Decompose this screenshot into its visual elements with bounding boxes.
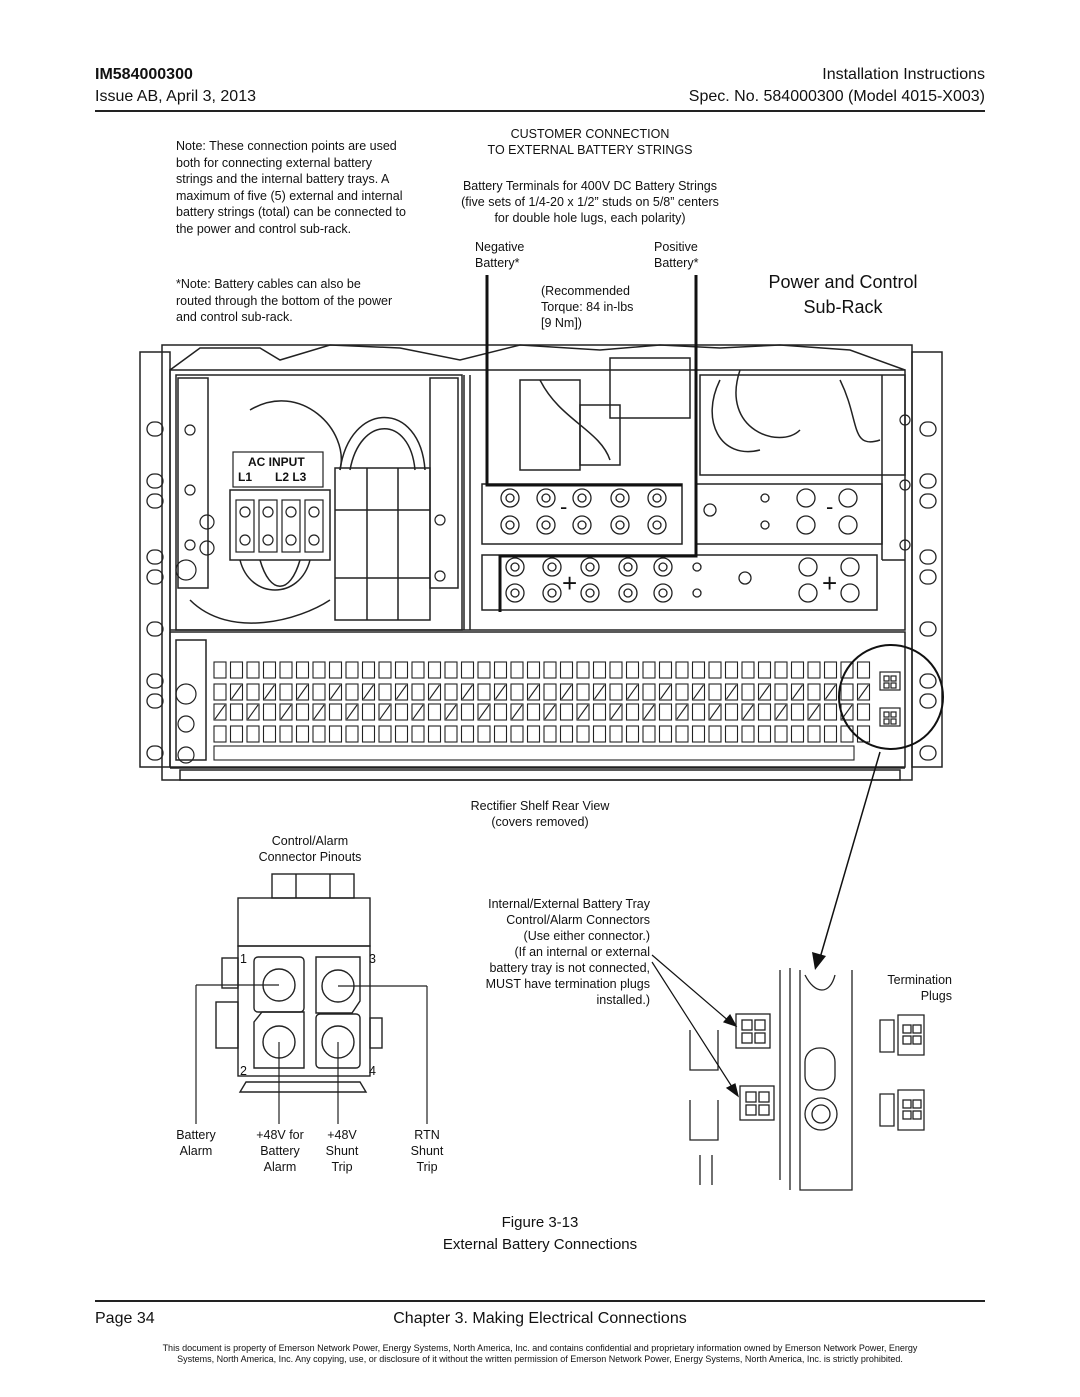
pin-2-label: 2 — [240, 1064, 247, 1078]
vent-louver-slat — [826, 685, 836, 699]
vent-louver — [297, 662, 309, 678]
vent-louver-slat — [430, 685, 440, 699]
vent-louver-slat — [281, 705, 291, 719]
vent-louver-slat — [677, 705, 687, 719]
battery-terminals-description: Battery Terminals for 400V DC Battery Strings (five sets of 1/4-20 x 1/2” studs on 5/8” centers for double hole lugs, each polarity) — [461, 179, 719, 225]
vent-louver — [759, 726, 771, 742]
doc-type: Installation Instructions — [822, 66, 985, 83]
vent-louver — [775, 684, 787, 700]
vent-louver — [808, 684, 820, 700]
vent-louver — [445, 684, 457, 700]
doc-id: IM584000300 — [95, 66, 193, 83]
vent-louver — [742, 662, 754, 678]
pin-label-48v-battery-alarm: +48V for Battery Alarm — [256, 1128, 304, 1174]
vent-louver-slat — [710, 705, 720, 719]
vent-louver-slat — [760, 685, 770, 699]
vent-louver — [858, 704, 870, 720]
vent-louver — [297, 726, 309, 742]
note-connection-points: Note: These connection points are used both for connecting external battery strings and the internal battery trays. A maximum of five (5) external and internal battery strings (total) can be connected to the power and control sub-rack. — [176, 139, 406, 236]
vent-louver-slat — [644, 705, 654, 719]
vent-louver — [792, 662, 804, 678]
vent-louver — [412, 726, 424, 742]
ac-input-l2-l3: L2 L3 — [275, 470, 307, 484]
vent-louver — [396, 704, 408, 720]
customer-connection-title: CUSTOMER CONNECTION TO EXTERNAL BATTERY STRINGS — [487, 127, 693, 157]
vent-louver — [709, 684, 721, 700]
vent-louver — [264, 662, 276, 678]
vent-louver — [561, 662, 573, 678]
vent-louver-slat — [545, 705, 555, 719]
ac-input-title: AC INPUT — [248, 455, 305, 469]
vent-louver — [759, 662, 771, 678]
vent-louver-slat — [364, 685, 374, 699]
vent-louver — [330, 726, 342, 742]
vent-louver — [577, 684, 589, 700]
vent-bottom-strip — [214, 746, 854, 760]
vent-louver — [478, 662, 490, 678]
vent-louver — [429, 662, 441, 678]
vent-louver-slat — [628, 685, 638, 699]
vent-louver — [676, 684, 688, 700]
vent-louver — [726, 704, 738, 720]
recommended-torque: (Recommended Torque: 84 in-lbs [9 Nm]) — [541, 284, 634, 330]
vent-louver — [429, 704, 441, 720]
vent-louver — [214, 684, 226, 700]
vent-louver — [313, 662, 325, 678]
vent-louver-slat — [727, 685, 737, 699]
vent-louver — [379, 662, 391, 678]
positive-bus-plus: + — [562, 568, 578, 598]
vent-louver — [693, 704, 705, 720]
vent-louver-slat — [314, 705, 324, 719]
pin-label-48v-shunt-trip: +48V Shunt Trip — [325, 1128, 359, 1174]
vent-louver — [247, 662, 259, 678]
vent-louver — [660, 726, 672, 742]
vent-louver-slat — [595, 685, 605, 699]
vent-louver-slat — [232, 685, 242, 699]
vent-louver — [742, 726, 754, 742]
vent-louver-slat — [859, 685, 869, 699]
vent-louver — [412, 684, 424, 700]
vent-louver — [247, 684, 259, 700]
vent-louver-slat — [529, 685, 539, 699]
vent-louver — [726, 726, 738, 742]
positive-battery-label: Positive Battery* — [654, 240, 699, 270]
vent-louver — [495, 726, 507, 742]
vent-louver-slat — [512, 705, 522, 719]
termination-plugs-label: Termination Plugs — [887, 973, 952, 1003]
vent-louver-slat — [248, 705, 258, 719]
vent-louver — [660, 704, 672, 720]
pinout-title: Control/Alarm Connector Pinouts — [258, 834, 362, 864]
vent-louver — [330, 662, 342, 678]
vent-louver-slat — [479, 705, 489, 719]
vent-louver — [313, 684, 325, 700]
vent-louver — [412, 662, 424, 678]
vent-louver — [742, 684, 754, 700]
vent-louver — [214, 662, 226, 678]
vent-louver-slat — [611, 705, 621, 719]
chapter-title: Chapter 3. Making Electrical Connections — [393, 1310, 687, 1327]
vent-louver — [264, 704, 276, 720]
vent-louver — [544, 662, 556, 678]
vent-louver — [577, 662, 589, 678]
vent-louver — [396, 662, 408, 678]
vent-louver — [577, 726, 589, 742]
vent-louver — [792, 726, 804, 742]
vent-louver — [264, 726, 276, 742]
vent-louver-slat — [743, 705, 753, 719]
vent-louver — [363, 662, 375, 678]
vent-louver — [775, 662, 787, 678]
battery-tray-connectors-note: Internal/External Battery Tray Control/Alarm Connectors (Use either connector.) (If an internal or external battery tray is not connected, MUST have termination plugs installed.) — [485, 897, 650, 1007]
vent-louver — [297, 704, 309, 720]
vent-louver-slat — [446, 705, 456, 719]
vent-louver — [346, 662, 358, 678]
issue-date: Issue AB, April 3, 2013 — [95, 88, 256, 105]
negative-bus-minus: - — [560, 494, 568, 519]
vent-louver — [363, 704, 375, 720]
vent-louver — [445, 726, 457, 742]
negative-battery-label: Negative Battery* — [475, 240, 525, 270]
vent-louver — [462, 704, 474, 720]
rectifier-shelf-caption: Rectifier Shelf Rear View (covers removed) — [470, 799, 610, 829]
vent-louver — [313, 726, 325, 742]
vent-louver — [775, 726, 787, 742]
vent-louver-slat — [694, 685, 704, 699]
vent-louver-slat — [215, 705, 225, 719]
vent-louver — [792, 704, 804, 720]
vent-louver — [660, 662, 672, 678]
vent-louver — [825, 726, 837, 742]
vent-louver — [841, 684, 853, 700]
vent-louver — [594, 662, 606, 678]
vent-louver-slat — [347, 705, 357, 719]
vent-louver — [214, 726, 226, 742]
vent-louver — [363, 726, 375, 742]
pin-label-battery-alarm: Battery Alarm — [176, 1128, 216, 1158]
vent-louver — [808, 662, 820, 678]
vent-louver-slat — [298, 685, 308, 699]
vent-louver — [610, 726, 622, 742]
vent-louver — [511, 684, 523, 700]
vent-louver — [693, 726, 705, 742]
vent-louver — [280, 662, 292, 678]
vent-louver — [561, 726, 573, 742]
negative-bus-minus-right: - — [826, 494, 834, 519]
vent-louver — [231, 662, 243, 678]
vent-louver — [627, 726, 639, 742]
vent-louver — [445, 662, 457, 678]
vent-louver-slat — [661, 685, 671, 699]
vent-louver — [346, 684, 358, 700]
ac-input-l1: L1 — [238, 470, 253, 484]
spec-number: Spec. No. 584000300 (Model 4015-X003) — [688, 88, 985, 105]
positive-bus-plus-right: + — [822, 568, 838, 598]
vent-louver-slat — [562, 685, 572, 699]
vent-louver — [379, 726, 391, 742]
note-cable-routing: *Note: Battery cables can also be routed through the bottom of the power and control sub-rack. — [176, 277, 393, 324]
vent-louver — [396, 726, 408, 742]
vent-louver-slat — [413, 705, 423, 719]
vent-louver-slat — [496, 685, 506, 699]
vent-louver — [709, 726, 721, 742]
pin-label-rtn-shunt-trip: RTN Shunt Trip — [410, 1128, 444, 1174]
vent-louver — [280, 726, 292, 742]
vent-louver — [627, 662, 639, 678]
pin-4-label: 4 — [369, 1064, 376, 1078]
vent-louver — [561, 704, 573, 720]
vent-louver — [280, 684, 292, 700]
vent-louver — [330, 704, 342, 720]
vent-louver — [247, 726, 259, 742]
vent-louver — [544, 726, 556, 742]
vent-louver — [643, 726, 655, 742]
vent-louver — [429, 726, 441, 742]
vent-louver — [511, 726, 523, 742]
vent-louver-slat — [265, 685, 275, 699]
vent-louver-slat — [380, 705, 390, 719]
vent-louver — [462, 662, 474, 678]
figure-number: Figure 3-13 — [501, 1214, 579, 1231]
vent-louver-slat — [776, 705, 786, 719]
subrack-title: Power and Control Sub-Rack — [768, 272, 918, 317]
vent-louver — [379, 684, 391, 700]
vent-louver — [478, 684, 490, 700]
vent-louver — [841, 726, 853, 742]
vent-louver-slat — [463, 685, 473, 699]
vent-louver — [808, 726, 820, 742]
vent-louver — [231, 726, 243, 742]
vent-louver — [231, 704, 243, 720]
vent-louver — [676, 662, 688, 678]
vent-louver — [858, 726, 870, 742]
legal-notice: This document is property of Emerson Network Power, Energy Systems, North America, Inc. and contains confidential and proprietary information owned by Emerson Network Power, Energy Systems, North America, Inc. Any copying, use, or disclosure of it without the written permission of Emerson Network Power, Energy Systems, North America, Inc. is strictly prohibited. — [162, 1343, 918, 1364]
vent-louver — [594, 704, 606, 720]
vent-louver — [627, 704, 639, 720]
vent-louver — [643, 662, 655, 678]
vent-louver — [594, 726, 606, 742]
vent-louver — [528, 704, 540, 720]
vent-louver — [528, 726, 540, 742]
vent-louver — [643, 684, 655, 700]
vent-louver — [610, 662, 622, 678]
vent-louver-slat — [331, 685, 341, 699]
vent-louver — [544, 684, 556, 700]
pin-1-label: 1 — [240, 952, 247, 966]
vent-louver — [825, 662, 837, 678]
figure-title: External Battery Connections — [442, 1236, 638, 1253]
vent-louver — [346, 726, 358, 742]
vent-louver — [495, 662, 507, 678]
page-number: Page 34 — [95, 1310, 155, 1327]
vent-louver-slat — [578, 705, 588, 719]
vent-louver — [693, 662, 705, 678]
vent-louver — [825, 704, 837, 720]
vent-louver — [511, 662, 523, 678]
vent-louver — [495, 704, 507, 720]
pin-3-label: 3 — [369, 952, 376, 966]
vent-louver-slat — [793, 685, 803, 699]
vent-louver — [676, 726, 688, 742]
vent-louver — [528, 662, 540, 678]
vent-louver-slat — [397, 685, 407, 699]
vent-louver — [462, 726, 474, 742]
vent-louver — [759, 704, 771, 720]
vent-louver — [478, 726, 490, 742]
vent-louver — [709, 662, 721, 678]
vent-louver — [726, 662, 738, 678]
vent-louver-slat — [809, 705, 819, 719]
vent-louver — [610, 684, 622, 700]
vent-louver — [858, 662, 870, 678]
